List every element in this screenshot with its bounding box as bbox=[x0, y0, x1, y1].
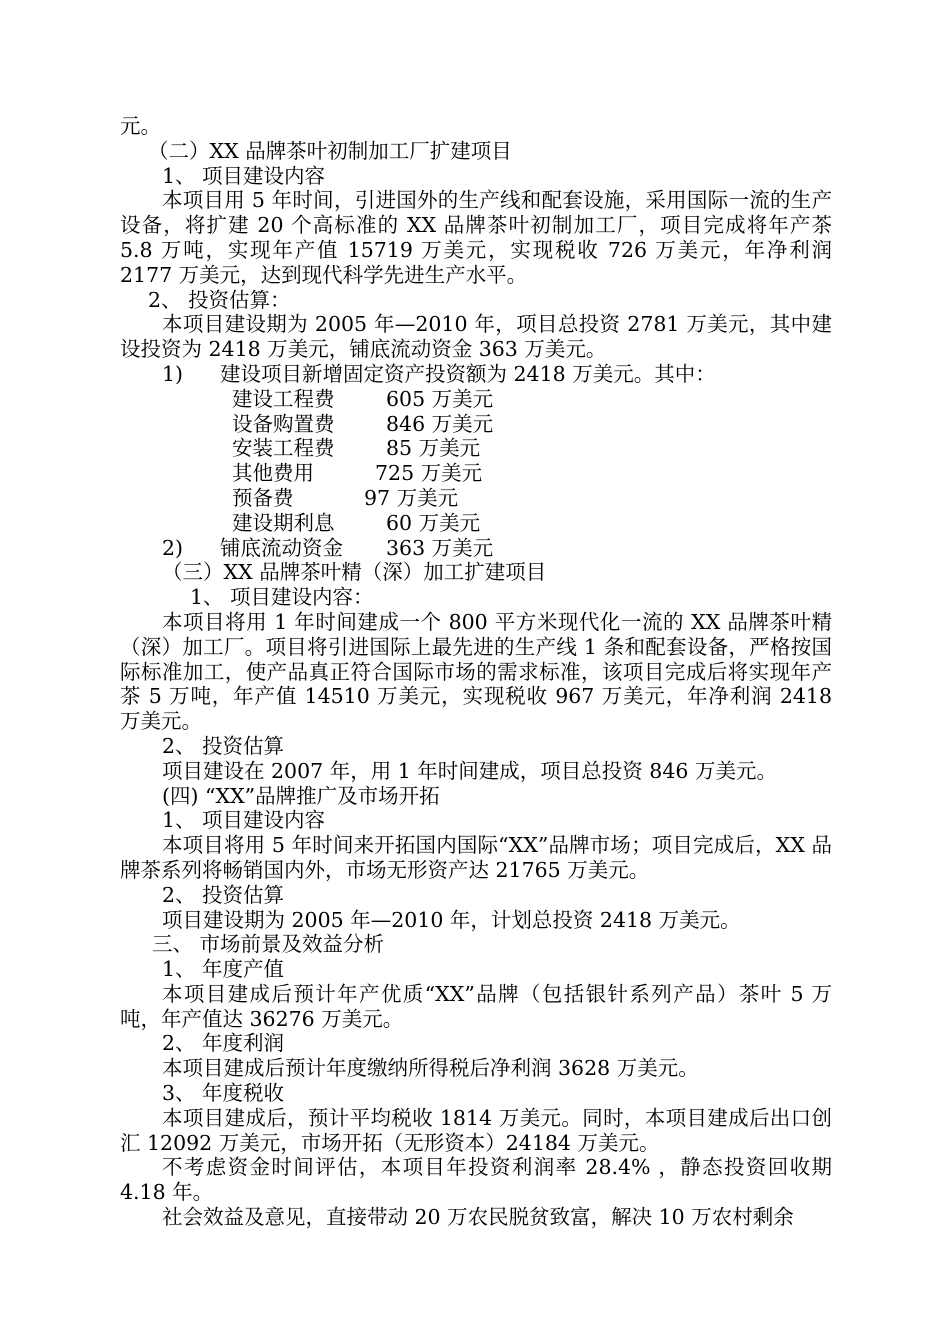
paragraph: 本项目将用 5 年时间来开拓国内国际“XX”品牌市场；项目完成后，XX 品牌茶系列将畅销国内外，市场无形资产达 21765 万美元。 bbox=[120, 833, 832, 882]
cost-label: 预备费 bbox=[232, 485, 294, 510]
section-heading: （三）XX 品牌茶叶精（深）加工扩建项目 bbox=[162, 560, 547, 585]
text-line: 项目建设在 2007 年，用 1 年时间建成，项目总投资 846 万美元。 bbox=[162, 758, 777, 783]
text-line: 社会效益及意见，直接带动 20 万农民脱贫致富，解决 10 万农村剩余 bbox=[162, 1205, 794, 1230]
cost-label: 设备购置费 bbox=[232, 411, 335, 436]
cost-amount: 605 万美元 bbox=[386, 386, 494, 411]
paragraph: 本项目建成后，预计平均税收 1814 万美元。同时，本项目建成后出口创汇 12092 万美元，市场开拓（无形资本）24184 万美元。 bbox=[120, 1105, 832, 1155]
list-item bbox=[120, 536, 832, 561]
list-number: 1) bbox=[162, 361, 184, 386]
subsection-heading: 2、 投资估算： bbox=[148, 287, 291, 312]
cost-list bbox=[120, 387, 832, 536]
subsection-heading: 1、 项目建设内容 bbox=[162, 163, 326, 188]
list-label: 铺底流动资金 bbox=[220, 535, 343, 560]
paragraph: 不考虑资金时间评估，本项目年投资利润率 28.4% ，静态投资回收期 4.18 年。 bbox=[120, 1155, 832, 1205]
section-heading: 三、 市场前景及效益分析 bbox=[152, 932, 385, 957]
cost-amount: 97 万美元 bbox=[364, 485, 459, 510]
cost-amount: 85 万美元 bbox=[386, 436, 481, 461]
list-amount: 363 万美元 bbox=[386, 535, 494, 560]
list-item bbox=[120, 362, 832, 387]
cost-label: 建设期利息 bbox=[232, 510, 335, 535]
cost-label: 安装工程费 bbox=[232, 436, 335, 461]
cost-row bbox=[232, 387, 832, 412]
subsection-heading: 2、 年度利润 bbox=[162, 1031, 285, 1056]
subsection-heading: 1、 项目建设内容 bbox=[162, 808, 326, 833]
cost-row bbox=[232, 511, 832, 536]
cost-row bbox=[232, 486, 832, 511]
document-body bbox=[120, 114, 832, 1230]
subsection-heading: 2、 投资估算 bbox=[162, 882, 285, 907]
cost-row bbox=[232, 461, 832, 486]
text-line: 元。 bbox=[120, 114, 161, 138]
list-number: 2) bbox=[162, 535, 184, 560]
subsection-heading: 3、 年度税收 bbox=[162, 1081, 285, 1106]
cost-label: 建设工程费 bbox=[232, 386, 335, 411]
subsection-heading: 1、 项目建设内容： bbox=[190, 585, 374, 610]
subsection-heading: 2、 投资估算 bbox=[162, 733, 285, 758]
cost-row bbox=[232, 412, 832, 437]
cost-amount: 60 万美元 bbox=[386, 510, 481, 535]
subsection-heading: 1、 年度产值 bbox=[162, 957, 285, 982]
cost-row bbox=[232, 436, 832, 461]
cost-amount: 846 万美元 bbox=[386, 411, 494, 436]
paragraph: 本项目建成后预计年产优质“XX”品牌（包括银针系列产品）茶叶 5 万吨，年产值达 36276 万美元。 bbox=[120, 981, 832, 1031]
paragraph: 本项目将用 1 年时间建成一个 800 平方米现代化一流的 XX 品牌茶叶精（深）加工厂。项目将引进国际上最先进的生产线 1 条和配套设备，严格按国际标准加工，使产品真正符合国际市场的需求标准，该项目完成后将实现年产茶 5 万吨，年产值 14510 万美元，实现税收 967 万美元，年净利润 2418 万美元。 bbox=[120, 609, 832, 734]
section-heading: （二）XX 品牌茶叶初制加工厂扩建项目 bbox=[148, 138, 512, 163]
text-line: 本项目建成后预计年度缴纳所得税后净利润 3628 万美元。 bbox=[162, 1056, 699, 1081]
paragraph: 本项目用 5 年时间，引进国外的生产线和配套设施，采用国际一流的生产设备，将扩建 20 个高标准的 XX 品牌茶叶初制加工厂，项目完成将年产茶 5.8 万吨，实现年产值 15719 万美元，实现税收 726 万美元，年净利润 2177 万美元，达到现代科学先进生产水平。 bbox=[120, 188, 832, 287]
text-line: 项目建设期为 2005 年—2010 年，计划总投资 2418 万美元。 bbox=[162, 907, 741, 932]
paragraph: 本项目建设期为 2005 年—2010 年，项目总投资 2781 万美元，其中建设投资为 2418 万美元，铺底流动资金 363 万美元。 bbox=[120, 312, 832, 362]
section-heading: (四) “XX”品牌推广及市场开拓 bbox=[162, 783, 440, 808]
cost-amount: 725 万美元 bbox=[375, 461, 483, 486]
cost-label: 其他费用 bbox=[232, 461, 314, 486]
list-text: 建设项目新增固定资产投资额为 2418 万美元。其中： bbox=[220, 361, 716, 386]
